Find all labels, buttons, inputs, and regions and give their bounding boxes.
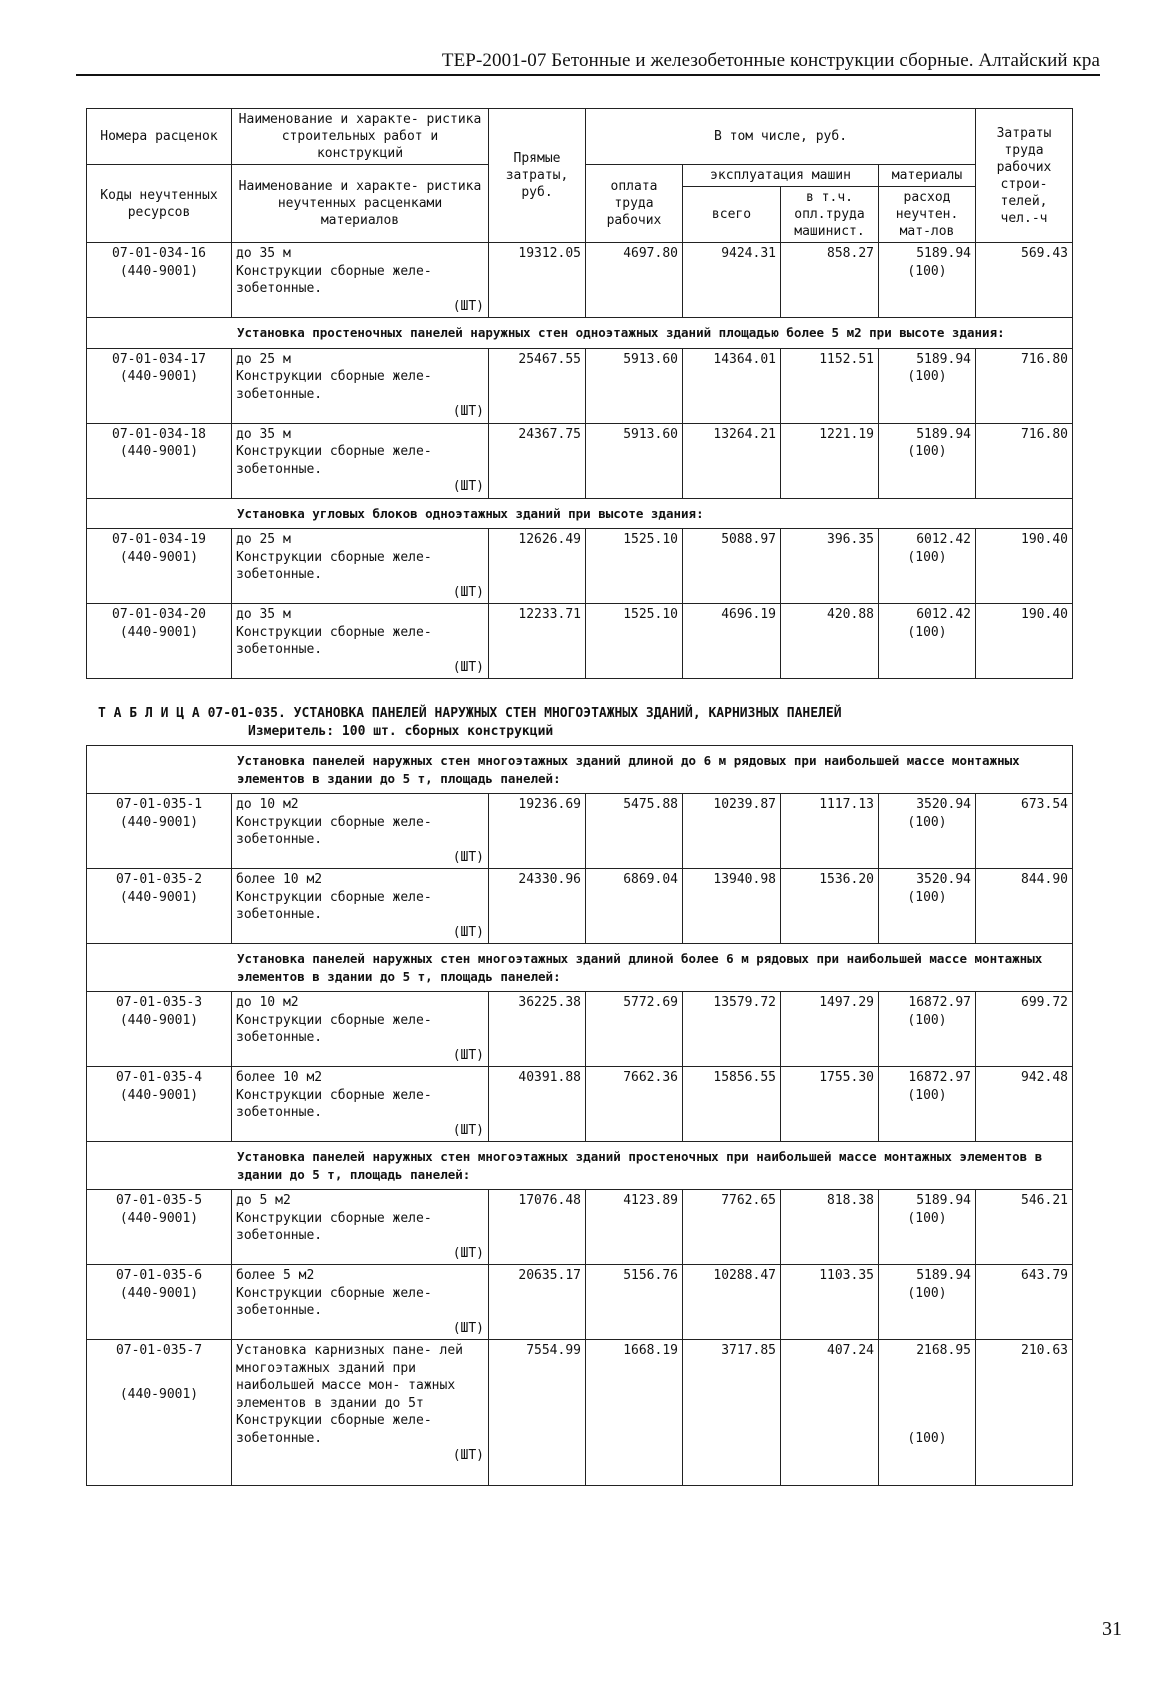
machine-total: 5088.97 [683, 529, 781, 604]
resource-code: (440-9001) [119, 1210, 199, 1226]
resource-code: (440-9001) [119, 814, 199, 830]
rate-code: 07-01-034-20 [112, 607, 206, 622]
labor-pay: 5156.76 [586, 1265, 683, 1340]
direct-costs: 24330.96 [489, 869, 586, 944]
resource-code: (440-9001) [119, 369, 199, 384]
resource-code: (440-9001) [119, 549, 199, 565]
machine-total: 15856.55 [683, 1067, 781, 1142]
materials-cell [879, 1340, 976, 1486]
labor-pay: 1525.10 [586, 529, 683, 604]
unit: (ШТ) [452, 479, 484, 494]
material-name: Конструкции сборные желе- зобетонные. [236, 263, 432, 296]
unit: (ШТ) [452, 1047, 484, 1063]
labor-pay: 5913.60 [586, 423, 683, 498]
rates-table-034 [86, 108, 1073, 679]
direct-costs: 40391.88 [489, 1067, 586, 1142]
direct-costs: 36225.38 [489, 992, 586, 1067]
rate-name-cell [232, 869, 489, 944]
rate-name-cell [232, 243, 489, 318]
labor-pay: 6869.04 [586, 869, 683, 944]
machine-total: 10239.87 [683, 794, 781, 869]
resource-code: (440-9001) [119, 263, 199, 279]
section-row [87, 318, 1073, 349]
unit: (ШТ) [452, 849, 484, 865]
material-name: Конструкции сборные желе- зобетонные. [236, 624, 432, 657]
labor-pay: 1668.19 [586, 1340, 683, 1486]
unit: (ШТ) [452, 924, 484, 940]
rate-row [87, 1265, 1073, 1340]
rate-code-cell [87, 1265, 232, 1340]
materials-cell [879, 869, 976, 944]
materials-value: 16872.97 [908, 1070, 971, 1085]
section-title: Установка панелей наружных стен многоэтажных зданий длиной более 6 м рядовых при наибольшей массе монтажных элементов в здании до 5 т, площадь панелей: [87, 944, 1073, 992]
machine-incl: 818.38 [781, 1190, 879, 1265]
materials-value: 5189.94 [916, 426, 971, 442]
labor-hours: 942.48 [976, 1067, 1073, 1142]
header-materials-sub: расход неучтен. мат-лов [879, 187, 976, 243]
rate-code: 07-01-034-16 [112, 246, 206, 261]
header-machine-incl: в т.ч. опл.труда машинист. [781, 187, 879, 243]
materials-value: 5189.94 [916, 351, 971, 367]
machine-incl: 1755.30 [781, 1067, 879, 1142]
materials-value: 5189.94 [916, 1193, 971, 1208]
rate-code: 07-01-035-3 [115, 995, 203, 1010]
materials-cell [879, 243, 976, 318]
labor-hours: 716.80 [976, 348, 1073, 423]
resource-code: (440-9001) [119, 1386, 199, 1402]
material-name: Конструкции сборные желе- зобетонные. [236, 1285, 432, 1318]
rate-row [87, 529, 1073, 604]
rate-row [87, 869, 1073, 944]
materials-value: 6012.42 [916, 607, 971, 622]
work-name: более 5 м2 [236, 1268, 315, 1283]
materials-qty: (100) [907, 549, 947, 565]
labor-pay: 5772.69 [586, 992, 683, 1067]
work-name: до 5 м2 [236, 1193, 291, 1208]
labor-pay: 4697.80 [586, 243, 683, 318]
unit: (ШТ) [452, 659, 484, 675]
rate-code: 07-01-035-5 [115, 1193, 203, 1208]
machine-incl: 1152.51 [781, 348, 879, 423]
rate-code: 07-01-034-18 [112, 426, 206, 442]
header-labor-costs: Затраты труда рабочих строи- телей, чел.-ч [976, 109, 1073, 243]
page-number: 31 [1102, 1618, 1122, 1640]
work-name: Установка карнизных пане- лей многоэтажных зданий при наибольшей массе мон- тажных элементов в здании до 5т [236, 1343, 463, 1411]
machine-total: 3717.85 [683, 1340, 781, 1486]
materials-value: 5189.94 [916, 1268, 971, 1283]
unit: (ШТ) [452, 584, 484, 600]
materials-cell [879, 1067, 976, 1142]
machine-incl: 858.27 [781, 243, 879, 318]
material-name: Конструкции сборные желе- зобетонные. [236, 1413, 432, 1446]
section-row [87, 498, 1073, 529]
rate-name-cell [232, 794, 489, 869]
rate-name-cell [232, 1190, 489, 1265]
rate-code-cell [87, 794, 232, 869]
header-material-name: Наименование и характе- ристика неучтенных расценками материалов [232, 165, 489, 243]
machine-incl: 407.24 [781, 1340, 879, 1486]
unit: (ШТ) [452, 298, 484, 314]
labor-hours: 569.43 [976, 243, 1073, 318]
direct-costs: 19236.69 [489, 794, 586, 869]
rate-name-cell [232, 529, 489, 604]
materials-cell [879, 992, 976, 1067]
unit: (ШТ) [452, 404, 484, 419]
rate-name-cell [232, 604, 489, 679]
materials-value: 2168.95 [916, 1343, 971, 1358]
labor-hours: 546.21 [976, 1190, 1073, 1265]
rate-row [87, 992, 1073, 1067]
rate-code: 07-01-035-6 [115, 1268, 203, 1283]
machine-total: 13940.98 [683, 869, 781, 944]
direct-costs: 19312.05 [489, 243, 586, 318]
materials-qty: (100) [907, 1087, 947, 1103]
machine-total: 9424.31 [683, 243, 781, 318]
table-caption [98, 705, 842, 740]
materials-qty: (100) [907, 263, 947, 279]
materials-value: 5189.94 [916, 246, 971, 261]
materials-value: 6012.42 [916, 532, 971, 547]
labor-hours: 673.54 [976, 794, 1073, 869]
work-name: более 10 м2 [236, 1070, 323, 1085]
rate-name-cell [232, 1340, 489, 1486]
rate-code: 07-01-034-17 [112, 351, 206, 367]
unit: (ШТ) [452, 1122, 484, 1138]
materials-cell [879, 423, 976, 498]
machine-total: 10288.47 [683, 1265, 781, 1340]
direct-costs: 12626.49 [489, 529, 586, 604]
table-caption-title: Т А Б Л И Ц А 07-01-035. УСТАНОВКА ПАНЕЛЕЙ НАРУЖНЫХ СТЕН МНОГОЭТАЖНЫХ ЗДАНИЙ, КАРНИЗНЫХ ПАНЕЛЕЙ [98, 706, 842, 721]
resource-code: (440-9001) [119, 624, 199, 640]
machine-incl: 420.88 [781, 604, 879, 679]
direct-costs: 7554.99 [489, 1340, 586, 1486]
unit: (ШТ) [452, 1245, 484, 1261]
resource-code: (440-9001) [119, 444, 199, 459]
header-including: В том числе, руб. [586, 109, 976, 165]
machine-total: 13264.21 [683, 423, 781, 498]
section-title: Установка панелей наружных стен многоэтажных зданий простеночных при наибольшей массе монтажных элементов в здании до 5 т, площадь панелей: [87, 1142, 1073, 1190]
header-row-1 [87, 109, 1073, 165]
rate-row [87, 348, 1073, 423]
rate-row [87, 1340, 1073, 1486]
machine-total: 4696.19 [683, 604, 781, 679]
materials-qty: (100) [907, 889, 947, 905]
header-machine-total: всего [683, 187, 781, 243]
machine-incl: 1221.19 [781, 423, 879, 498]
rate-code-cell [87, 348, 232, 423]
resource-code: (440-9001) [119, 1285, 199, 1301]
materials-value: 16872.97 [908, 995, 971, 1010]
section-row [87, 944, 1073, 992]
machine-incl: 1536.20 [781, 869, 879, 944]
section-title: Установка панелей наружных стен многоэтажных зданий длиной до 6 м рядовых при наибольшей массе монтажных элементов в здании до 5 т, площадь панелей: [87, 746, 1073, 794]
rate-name-cell [232, 423, 489, 498]
header-materials: материалы [879, 165, 976, 187]
work-name: более 10 м2 [236, 872, 323, 887]
machine-incl: 396.35 [781, 529, 879, 604]
direct-costs: 25467.55 [489, 348, 586, 423]
rate-row [87, 243, 1073, 318]
labor-hours: 210.63 [976, 1340, 1073, 1486]
machine-total: 7762.65 [683, 1190, 781, 1265]
resource-code: (440-9001) [119, 1087, 199, 1103]
materials-cell [879, 1190, 976, 1265]
material-name: Конструкции сборные желе- зобетонные. [236, 1012, 432, 1045]
material-name: Конструкции сборные желе- зобетонные. [236, 549, 432, 582]
rates-table-035 [86, 745, 1073, 1486]
labor-hours: 190.40 [976, 604, 1073, 679]
materials-qty: (100) [907, 814, 947, 830]
header-resource-codes: Коды неучтенных ресурсов [87, 165, 232, 243]
direct-costs: 24367.75 [489, 423, 586, 498]
labor-pay: 7662.36 [586, 1067, 683, 1142]
labor-pay: 4123.89 [586, 1190, 683, 1265]
direct-costs: 12233.71 [489, 604, 586, 679]
materials-qty: (100) [907, 369, 947, 384]
material-name: Конструкции сборные желе- зобетонные. [236, 444, 432, 477]
rate-name-cell [232, 1265, 489, 1340]
rate-code-cell [87, 1190, 232, 1265]
section-title: Установка угловых блоков одноэтажных зданий при высоте здания: [87, 498, 1073, 529]
rate-code-cell [87, 1340, 232, 1486]
work-name: до 35 м [236, 607, 291, 622]
rate-code: 07-01-035-7 [115, 1343, 203, 1358]
rate-name-cell [232, 992, 489, 1067]
rate-code-cell [87, 243, 232, 318]
rate-code-cell [87, 1067, 232, 1142]
section-row [87, 1142, 1073, 1190]
direct-costs: 20635.17 [489, 1265, 586, 1340]
rate-code: 07-01-035-2 [115, 872, 203, 887]
header-direct-costs: Прямые затраты, руб. [489, 109, 586, 243]
labor-hours: 716.80 [976, 423, 1073, 498]
materials-cell [879, 348, 976, 423]
labor-pay: 5475.88 [586, 794, 683, 869]
labor-pay: 1525.10 [586, 604, 683, 679]
work-name: до 35 м [236, 246, 291, 261]
materials-cell [879, 529, 976, 604]
material-name: Конструкции сборные желе- зобетонные. [236, 1087, 432, 1120]
machine-total: 13579.72 [683, 992, 781, 1067]
section-title: Установка простеночных панелей наружных стен одноэтажных зданий площадью более 5 м2 при высоте здания: [87, 318, 1073, 349]
header-labor-pay: оплата труда рабочих [586, 165, 683, 243]
materials-cell [879, 794, 976, 869]
running-header: ТЕР-2001-07 Бетонные и железобетонные конструкции сборные. Алтайский кра [441, 50, 1100, 71]
rate-row [87, 1067, 1073, 1142]
section-row [87, 746, 1073, 794]
rate-row [87, 604, 1073, 679]
rate-name-cell [232, 348, 489, 423]
machine-incl: 1103.35 [781, 1265, 879, 1340]
labor-hours: 643.79 [976, 1265, 1073, 1340]
header-rule [76, 74, 1100, 76]
header-work-name: Наименование и характе- ристика строительных работ и конструкций [232, 109, 489, 165]
material-name: Конструкции сборные желе- зобетонные. [236, 814, 432, 847]
resource-code: (440-9001) [119, 889, 199, 905]
work-name: до 10 м2 [236, 797, 299, 812]
machine-incl: 1117.13 [781, 794, 879, 869]
materials-qty: (100) [907, 1210, 947, 1226]
unit: (ШТ) [452, 1320, 484, 1336]
materials-qty: (100) [907, 1285, 947, 1301]
material-name: Конструкции сборные желе- зобетонные. [236, 1210, 432, 1243]
materials-cell [879, 1265, 976, 1340]
rate-code: 07-01-035-1 [115, 797, 203, 812]
labor-hours: 190.40 [976, 529, 1073, 604]
materials-qty: (100) [907, 444, 947, 459]
rate-code-cell [87, 604, 232, 679]
materials-value: 3520.94 [916, 797, 971, 812]
rate-row [87, 794, 1073, 869]
rate-row [87, 1190, 1073, 1265]
materials-cell [879, 604, 976, 679]
machine-incl: 1497.29 [781, 992, 879, 1067]
rate-code-cell [87, 423, 232, 498]
header-machine-operation: эксплуатация машин [683, 165, 879, 187]
materials-qty: (100) [907, 1012, 947, 1028]
work-name: до 25 м [236, 532, 291, 547]
work-name: до 25 м [236, 351, 291, 367]
rate-code-cell [87, 529, 232, 604]
machine-total: 14364.01 [683, 348, 781, 423]
rate-code-cell [87, 869, 232, 944]
materials-qty: (100) [907, 1430, 947, 1446]
rate-name-cell [232, 1067, 489, 1142]
header-rate-numbers: Номера расценок [87, 109, 232, 165]
rate-row [87, 423, 1073, 498]
table-caption-measure: Измеритель: 100 шт. сборных конструкций [248, 723, 554, 739]
materials-value: 3520.94 [916, 872, 971, 887]
materials-qty: (100) [907, 624, 947, 640]
unit: (ШТ) [452, 1448, 484, 1463]
work-name: до 35 м [236, 426, 291, 442]
material-name: Конструкции сборные желе- зобетонные. [236, 889, 432, 922]
direct-costs: 17076.48 [489, 1190, 586, 1265]
rate-code: 07-01-034-19 [112, 532, 206, 547]
material-name: Конструкции сборные желе- зобетонные. [236, 369, 432, 402]
labor-hours: 844.90 [976, 869, 1073, 944]
work-name: до 10 м2 [236, 995, 299, 1010]
rate-code: 07-01-035-4 [115, 1070, 203, 1085]
labor-hours: 699.72 [976, 992, 1073, 1067]
resource-code: (440-9001) [119, 1012, 199, 1028]
rate-code-cell [87, 992, 232, 1067]
labor-pay: 5913.60 [586, 348, 683, 423]
